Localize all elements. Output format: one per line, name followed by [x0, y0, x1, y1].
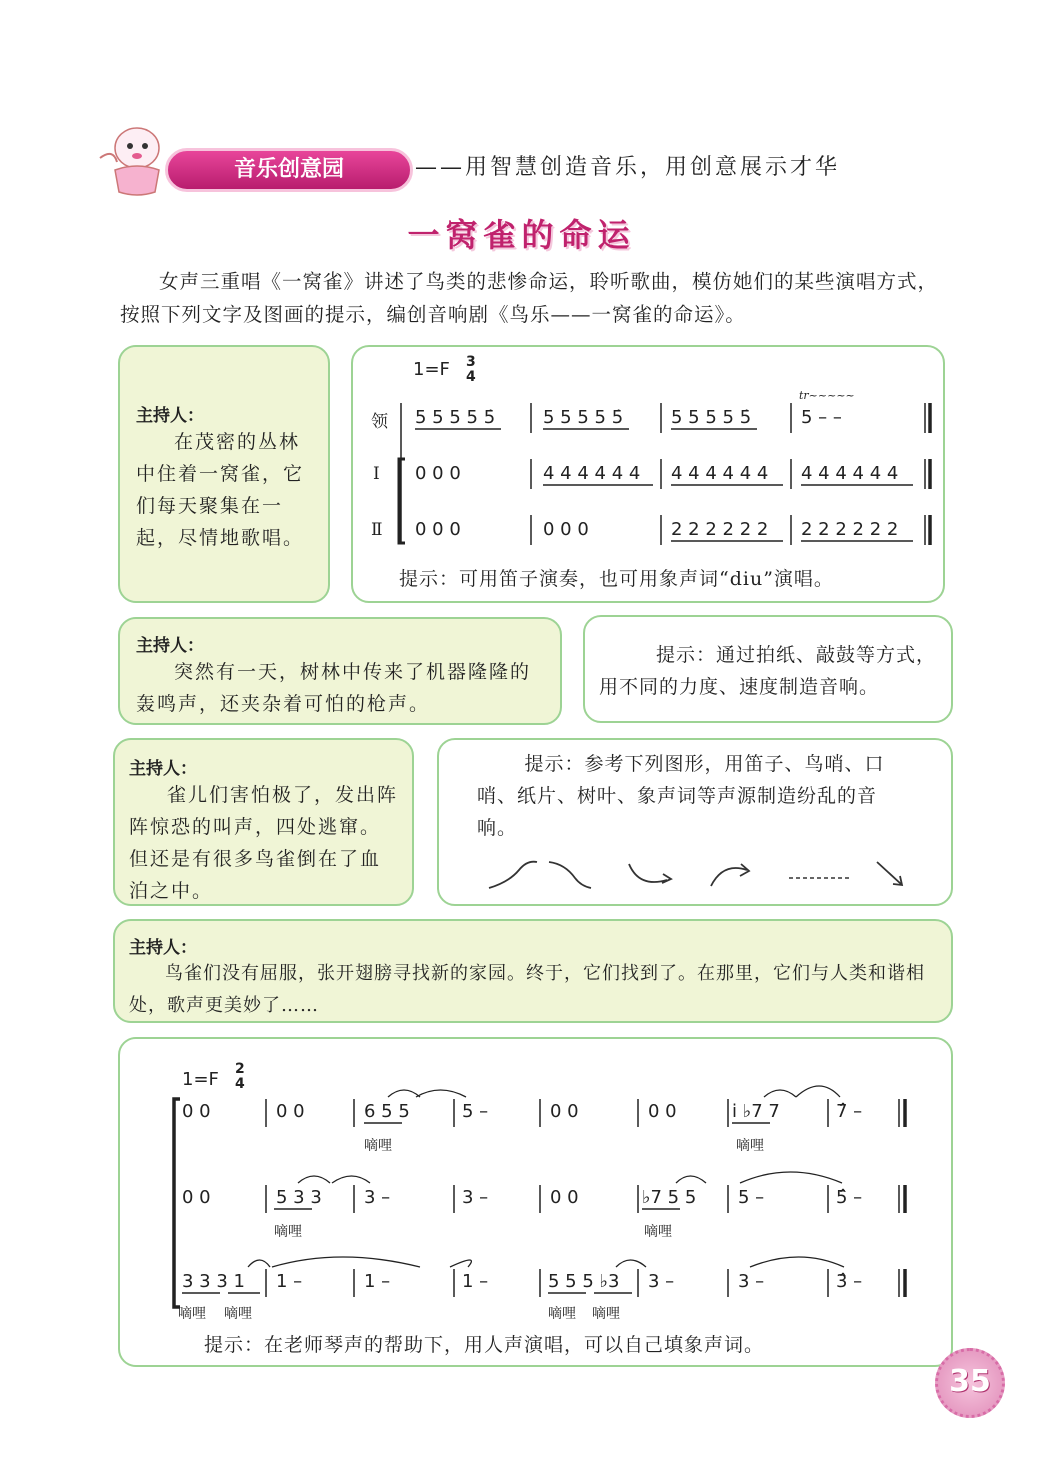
- tip-text: 提示：在老师琴声的帮助下，用人声演唱，可以自己填象声词。: [204, 1334, 765, 1356]
- mascot-icon: [95, 118, 175, 198]
- row1-measure-2: 0 0: [276, 1101, 305, 1122]
- page-number: 35: [935, 1348, 1005, 1418]
- time-signature: 3 4: [466, 354, 476, 385]
- row1-measure-3: 6 5 5: [364, 1101, 410, 1122]
- lead-measure-2: 5 5 5 5 5̇: [543, 407, 624, 428]
- v1-measure-3: 4 4 4 4 4 4: [671, 463, 769, 484]
- lead-measure-3: 5 5 5 5 5̇: [671, 407, 752, 428]
- sound-shape-figures: [479, 852, 919, 896]
- tip-text: 提示：可用笛子演奏，也可用象声词“diu”演唱。: [399, 568, 834, 590]
- column-badge: 音乐创意园: [165, 148, 413, 192]
- row3-measure-2: 1 –: [276, 1271, 303, 1292]
- host-label: 主持人：: [129, 938, 197, 958]
- tip-text: 提示：参考下列图形，用笛子、鸟哨、口哨、纸片、树叶、象声词等声源制造纷乱的音响。: [477, 753, 885, 839]
- row3-measure-1: 3 3 3 1: [182, 1271, 245, 1292]
- host-box-3: [113, 738, 414, 906]
- host-label: 主持人：: [136, 636, 204, 656]
- row2-measure-1: 0 0: [182, 1187, 211, 1208]
- v2-measure-1: 0 0 0: [415, 519, 461, 540]
- v1-measure-1: 0 0 0: [415, 463, 461, 484]
- lead-measure-4: 5 – –: [801, 407, 842, 428]
- v2-measure-4: 2 2 2 2 2 2: [801, 519, 899, 540]
- row2-measure-2: 5 3 3: [276, 1187, 322, 1208]
- row2-measure-4: 3 –: [462, 1187, 489, 1208]
- score-box-2: [118, 1037, 953, 1367]
- row2-measure-6: ♭7 5 5: [642, 1187, 697, 1208]
- host-text: 雀儿们害怕极了，发出阵阵惊恐的叫声，四处逃窜。但还是有很多鸟雀倒在了血泊之中。: [129, 784, 399, 902]
- host-box-4: [113, 919, 953, 1023]
- row3-measure-7: 3 –: [738, 1271, 765, 1292]
- tip-box-3: [437, 738, 953, 906]
- host-box-1: [118, 345, 330, 603]
- host-text: 鸟雀们没有屈服，张开翅膀寻找新的家园。终于，它们找到了。在那里，它们与人类和谐相处，歌声更美妙了……: [129, 963, 925, 1016]
- host-label: 主持人：: [136, 406, 204, 426]
- time-signature: 2 4: [235, 1061, 245, 1092]
- lyric: 嘀哩: [178, 1306, 206, 1322]
- host-text: 突然有一天，树林中传来了机器隆隆的轰鸣声，还夹杂着可怕的枪声。: [136, 661, 532, 715]
- tip-box-2: [583, 615, 953, 723]
- lyric: 嘀哩: [274, 1224, 302, 1240]
- lyric: 嘀哩: [364, 1138, 392, 1154]
- row2-measure-3: 3 –: [364, 1187, 391, 1208]
- row3-measure-3: 1 –: [364, 1271, 391, 1292]
- lyric: 嘀哩: [736, 1138, 764, 1154]
- row3-measure-8: 3̂ –: [836, 1271, 863, 1292]
- lyric: 嘀哩: [548, 1306, 576, 1322]
- row1-measure-1: 0 0: [182, 1101, 211, 1122]
- v1-measure-2: 4 4 4 4 4 4: [543, 463, 641, 484]
- voice-label-1: Ⅰ: [373, 464, 380, 484]
- trill-mark: tr~~~~~: [799, 389, 855, 402]
- row2-measure-5: 0 0: [550, 1187, 579, 1208]
- slogan: ——用智慧创造音乐，用创意展示才华: [415, 155, 841, 180]
- row1-measure-4: 5 –: [462, 1101, 489, 1122]
- row1-measure-8: 7̂ –: [836, 1101, 863, 1122]
- row3-measure-4: 1 –: [462, 1271, 489, 1292]
- section-header: [95, 118, 855, 198]
- key-signature: 1=F: [413, 359, 450, 380]
- row2-measure-7: 5 –: [738, 1187, 765, 1208]
- v1-measure-4: 4 4 4 4 4 4: [801, 463, 899, 484]
- intro-paragraph: 女声三重唱《一窝雀》讲述了鸟类的悲惨命运，聆听歌曲，模仿她们的某些演唱方式，按照下列文字及图画的提示，编创音响剧《鸟乐——一窝雀的命运》。: [120, 270, 939, 326]
- score-box-1: [351, 345, 945, 603]
- page-title: 一窝雀的命运: [407, 216, 636, 254]
- row1-measure-5: 0 0: [550, 1101, 579, 1122]
- v2-measure-3: 2 2 2 2 2 2: [671, 519, 769, 540]
- row3-measure-6: 3 –: [648, 1271, 675, 1292]
- voice-label-lead: 领: [371, 412, 388, 432]
- tip-text: 提示：通过拍纸、敲鼓等方式，用不同的力度、速度制造音响。: [599, 644, 937, 698]
- row3-measure-5: 5 5 5 ♭3: [548, 1271, 620, 1292]
- key-signature: 1=F: [182, 1069, 219, 1090]
- host-box-2: [118, 617, 562, 725]
- lyric: 嘀哩: [592, 1306, 620, 1322]
- row2-measure-8: 5̂ –: [836, 1187, 863, 1208]
- row1-measure-6: 0 0: [648, 1101, 677, 1122]
- lead-measure-1: 5 5 5 5 5̇: [415, 407, 496, 428]
- lyric: 嘀哩: [644, 1224, 672, 1240]
- host-label: 主持人：: [129, 759, 197, 779]
- voice-label-2: Ⅱ: [371, 520, 383, 540]
- host-text: 在茂密的丛林中住着一窝雀，它们每天聚集在一起，尽情地歌唱。: [136, 431, 305, 549]
- v2-measure-2: 0 0 0: [543, 519, 589, 540]
- lyric: 嘀哩: [224, 1306, 252, 1322]
- row1-measure-7: i ♭7 7: [732, 1101, 780, 1122]
